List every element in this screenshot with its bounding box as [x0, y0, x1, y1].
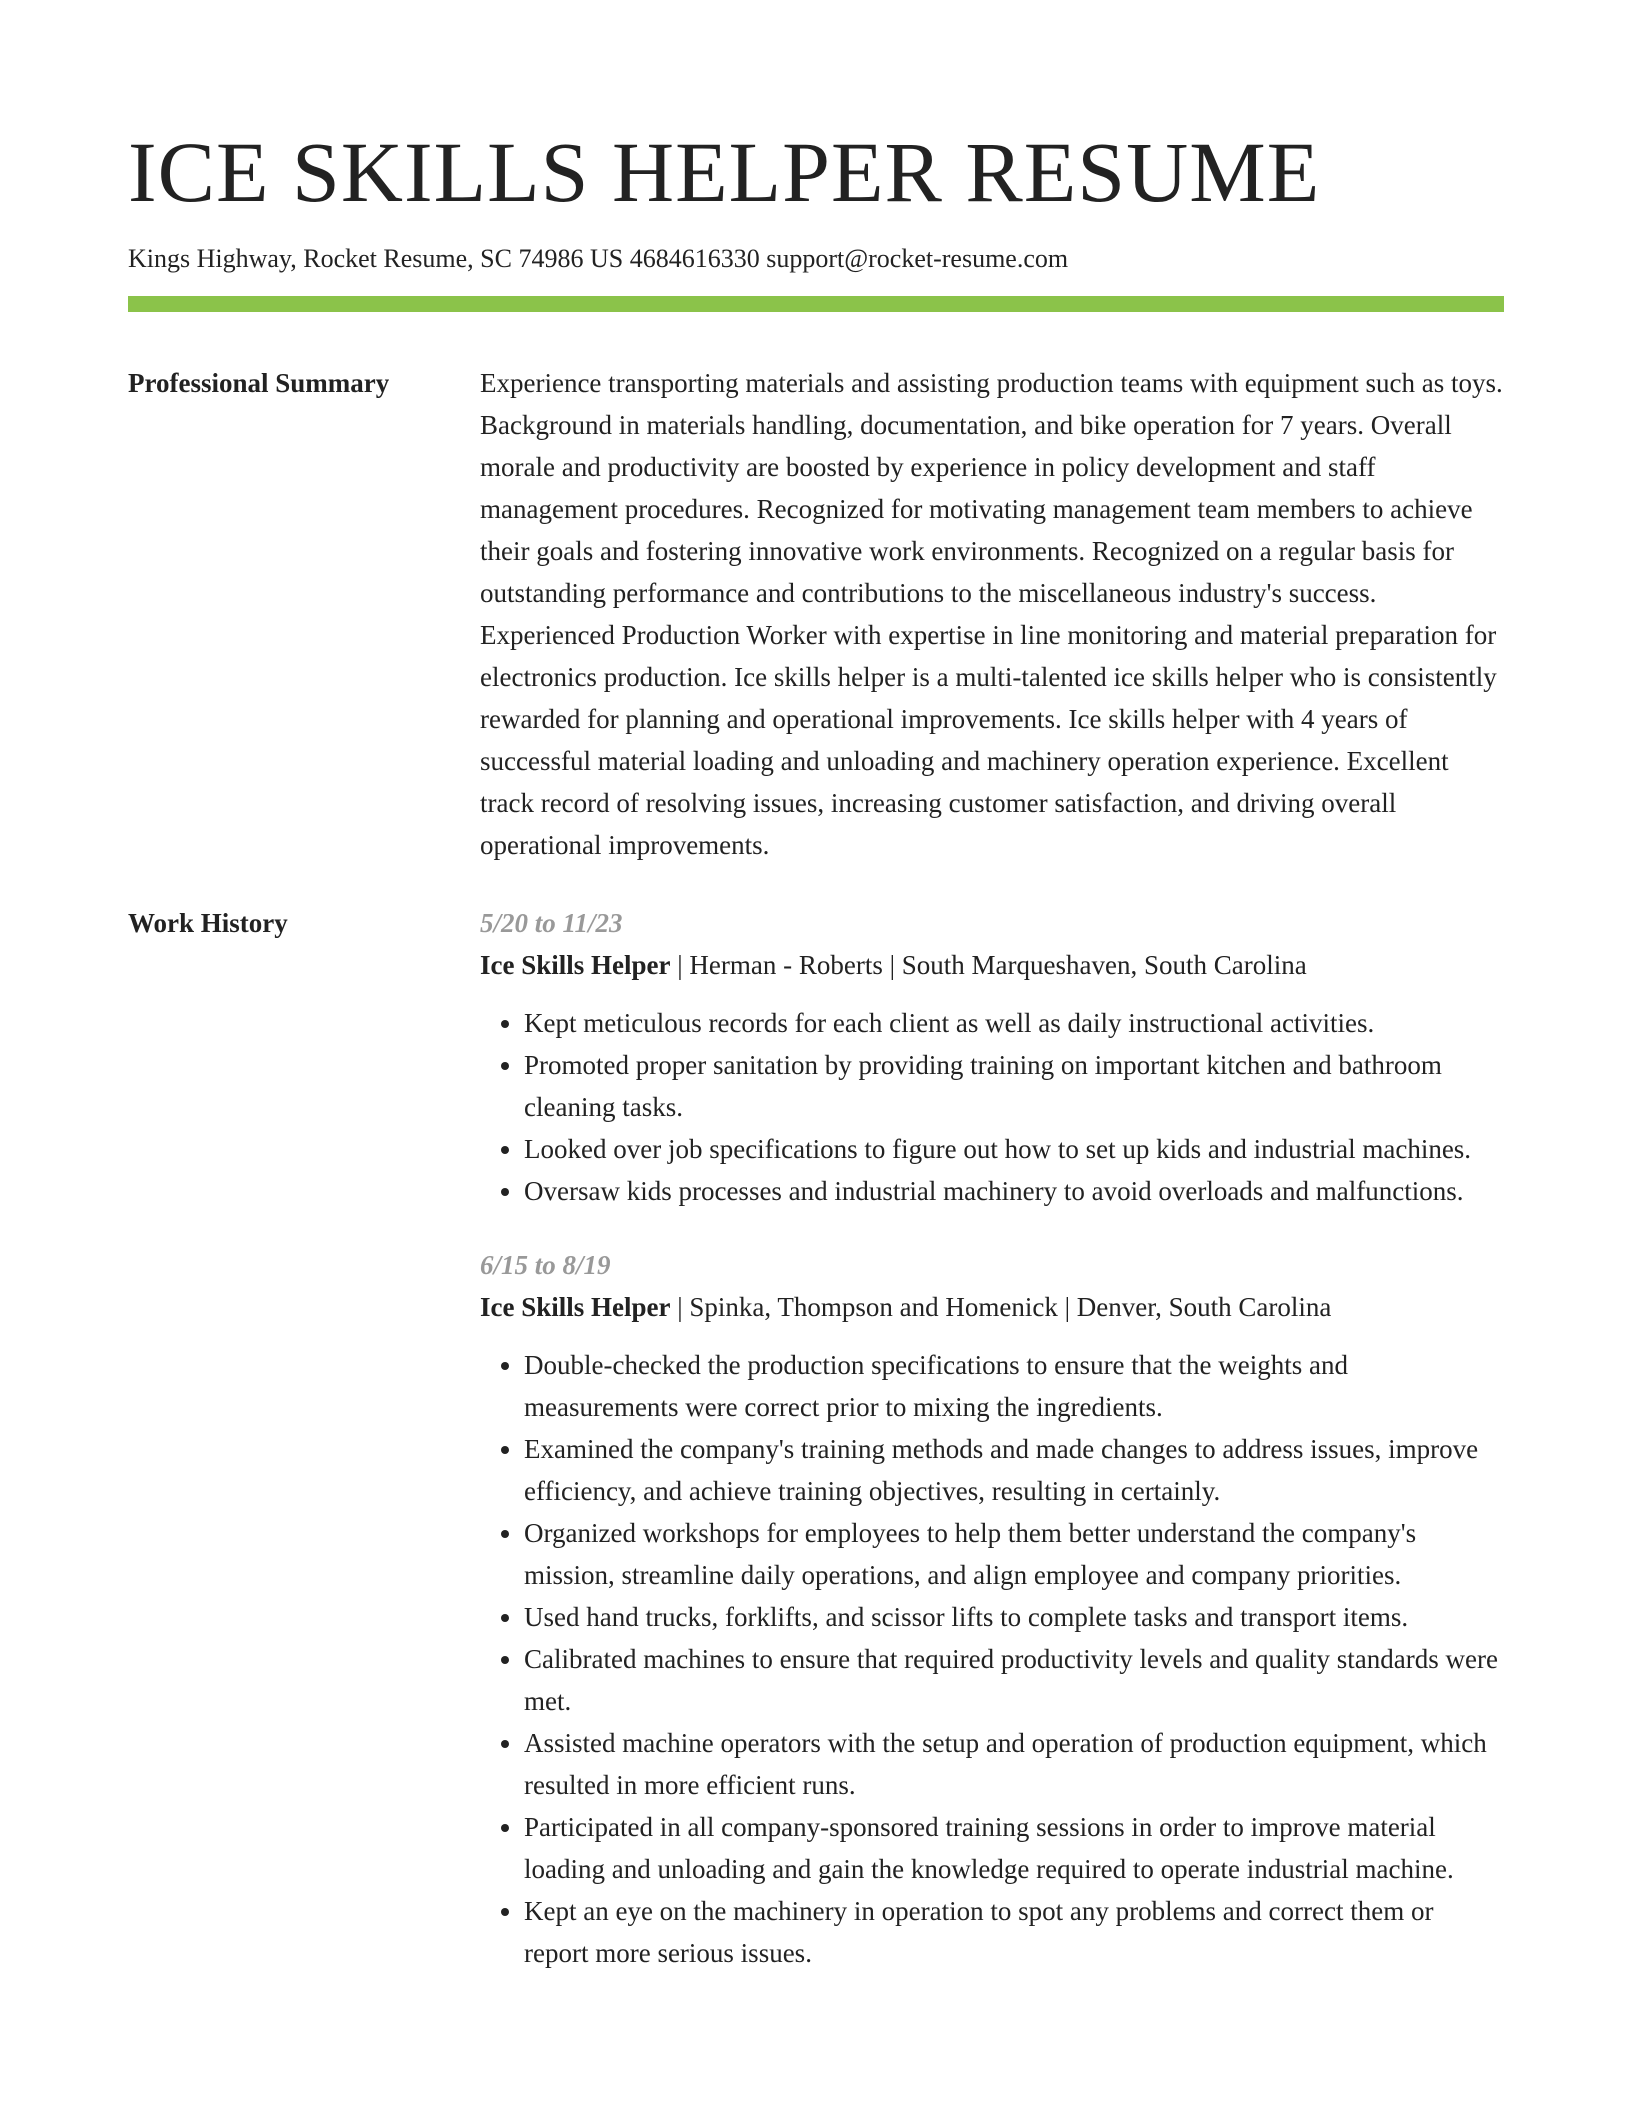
work-history-body [480, 902, 1504, 2006]
work-history-section [128, 902, 1504, 2006]
job-details: | Herman - Roberts | South Marqueshaven, South Carolina [670, 950, 1307, 980]
job-bullet: • Oversaw kids processes and industrial machinery to avoid overloads and malfunctions. [524, 1170, 1504, 1212]
job-dates: 6/15 to 8/19 [480, 1250, 611, 1280]
summary-heading: Professional Summary [128, 368, 390, 398]
job-bullets [480, 1344, 1504, 1974]
job-entry [480, 1244, 1504, 1974]
summary-text: Experience transporting materials and assisting production teams with equipment such as toys. Background in materials handling, documentation, and bike operation for 7 years. Overall morale and productivity are boosted by experience in policy development and staff management procedures. Recognized for motivating management team members to achieve their goals and fostering innovative work environments. Recognized on a regular basis for outstanding performance and contributions to the miscellaneous industry's success. Experienced Production Worker with expertise in line monitoring and material preparation for electronics production. Ice skills helper is a multi-talented ice skills helper who is consistently rewarded for planning and operational improvements. Ice skills helper with 4 years of successful material loading and unloading and machinery operation experience. Excellent track record of resolving issues, increasing customer satisfaction, and driving overall operational improvements. [480, 368, 1503, 860]
job-bullet: • Promoted proper sanitation by providing training on important kitchen and bathroom cleaning tasks. [524, 1044, 1504, 1128]
job-bullet: • Calibrated machines to ensure that required productivity levels and quality standards were met. [524, 1638, 1504, 1722]
summary-body [480, 362, 1504, 866]
job-dates: 5/20 to 11/23 [480, 908, 623, 938]
job-bullet: • Used hand trucks, forklifts, and scissor lifts to complete tasks and transport items. [524, 1596, 1504, 1638]
job-bullet: • Looked over job specifications to figure out how to set up kids and industrial machines. [524, 1128, 1504, 1170]
job-heading [480, 1286, 1504, 1328]
job-bullets [480, 1002, 1504, 1212]
contact-email: support@rocket-resume.com [766, 244, 1069, 273]
contact-line [128, 242, 1504, 276]
job-details: | Spinka, Thompson and Homenick | Denver, South Carolina [670, 1292, 1332, 1322]
job-title: Ice Skills Helper [480, 1292, 671, 1322]
header-divider [128, 296, 1504, 312]
job-bullet: • Assisted machine operators with the setup and operation of production equipment, which resulted in more efficient runs. [524, 1722, 1504, 1806]
contact-phone: 4684616330 [629, 244, 760, 273]
job-bullet: • Organized workshops for employees to help them better understand the company's mission, streamline daily operations, and align employee and company priorities. [524, 1512, 1504, 1596]
work-history-heading: Work History [128, 908, 288, 938]
job-bullet: • Examined the company's training methods and made changes to address issues, improve efficiency, and achieve training objectives, resulting in certainly. [524, 1428, 1504, 1512]
job-title: Ice Skills Helper [480, 950, 671, 980]
job-heading [480, 944, 1504, 986]
job-bullet: • Participated in all company-sponsored training sessions in order to improve material loading and unloading and gain the knowledge required to operate industrial machine. [524, 1806, 1504, 1890]
contact-address: Kings Highway, Rocket Resume, SC 74986 US [128, 244, 624, 273]
job-bullet: • Kept meticulous records for each client as well as daily instructional activities. [524, 1002, 1504, 1044]
job-entry [480, 902, 1504, 1212]
job-bullet: • Kept an eye on the machinery in operation to spot any problems and correct them or report more serious issues. [524, 1890, 1504, 1974]
summary-section [128, 362, 1504, 866]
resume-title: ICE SKILLS HELPER RESUME [128, 124, 1321, 220]
resume-page [128, 0, 1504, 2006]
job-bullet: • Double-checked the production specifications to ensure that the weights and measurements were correct prior to mixing the ingredients. [524, 1344, 1504, 1428]
